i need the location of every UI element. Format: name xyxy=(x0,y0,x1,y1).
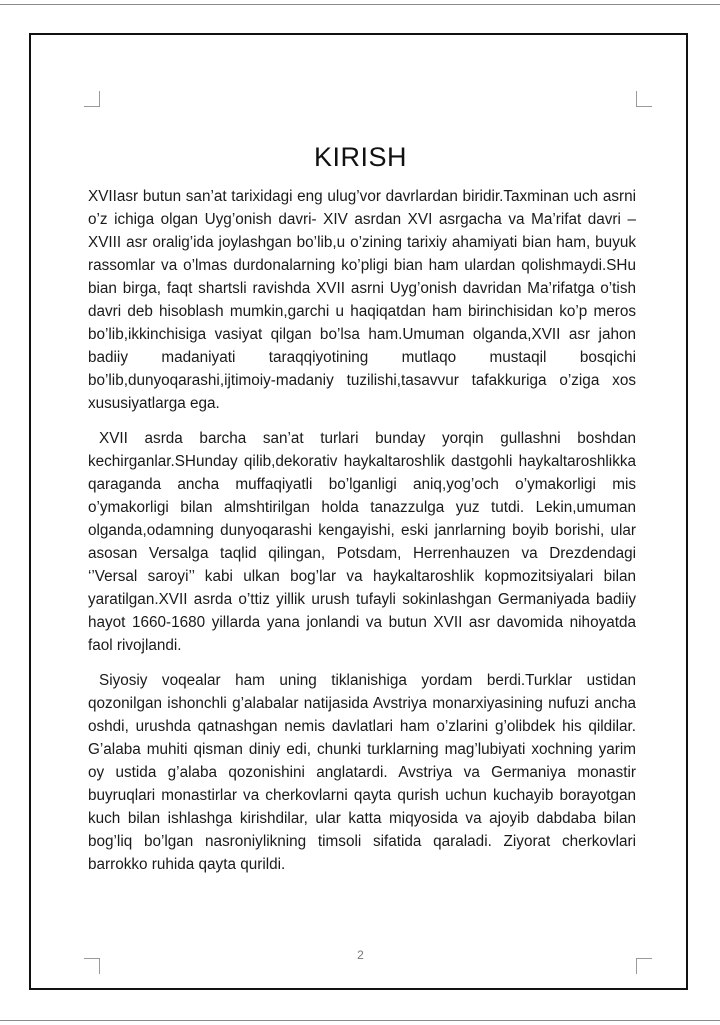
top-divider xyxy=(0,4,720,5)
document-page xyxy=(29,33,688,990)
crop-mark-top-right xyxy=(636,91,652,107)
page-number: 2 xyxy=(357,948,364,962)
paragraph-3: Siyosiy voqealar ham uning tiklanishiga yordam berdi.Turklar ustidan qozonilgan ishonchli g’alabalar natijasida Avstriya monarxiyasining nufuzi ancha oshdi, urushda qatnashgan nemis davlatlari ham o’zlarini g’olibdek his qildilar. G’alaba muhiti qisman diniy edi, chunki turklarning mag’lubiyati xochning yarim oy ustida g’alaba qozonishini anglatardi. Avstriya va Germaniya monastir buyruqlari monastirlar va cherkovlarni qayta qurish uchun kuchayib borayotgan kuch bilan ishlashga kirishdilar, ular katta miqyosida va ajoyib dabdaba bilan bog’liq bo’lgan nasroniylikning timsoli sifatida qaraladi. Ziyorat cherkovlari barrokko ruhida qayta qurildi. xyxy=(88,672,636,873)
paragraph-2: XVII asrda barcha san’at turlari bunday yorqin gullashni boshdan kechirganlar.SHunday qilib,dekorativ haykaltaroshlik dastgohli haykaltaroshlikka qaraganda ancha muffaqiyatli bo’lganligi aniq,yog’och o’ymakorligi mis o’ymakorligi bilan almshtirilgan holda tanazzulga yuz tutdi. Lekin,umuman olganda,odamning dunyoqarashi kengayishi, eski janrlarning boyib borishi, ular asosan Versalga taqlid qilingan, Potsdam, Herrenhauzen va Drezdendagi ‘’Versal saroyi’’ kabi ulkan bog’lar va haykaltaroshlik kopmozitsiyalari bilan yaratilgan.XVII asrda o’ttiz yillik urush tufayli sokinlashgan Germaniyada badiiy hayot 1660-1680 yillarda yana jonlandi va butun XVII asr davomida nihoyatda faol rivojlandi. xyxy=(88,430,636,654)
paragraph-1: XVIIasr butun san’at tarixidagi eng ulug’vor davrlardan biridir.Taxminan uch asrni o’z ichiga olgan Uyg’onish davri- XIV asrdan XVI asrgacha va Ma’rifat davri – XVIII asr oralig’ida joylashgan bo’lib,u o’zining tarixiy ahamiyati bian ham, buyuk rassomlar va o’lmas durdonalarning ko’pligi bian ham ulardan qolishmaydi.SHu bian birga, faqt shartsli ravishda XVII asrni Uyg’onish davridan Ma’rifatga o’tish davri deb hisoblash mumkin,garchi u haqiqatdan ham birinchisidan ko’p meros bo’lib,ikkinchisiga vasiyat qilgan bo’lsa ham.Umuman olganda,XVII asr jahon badiiy madaniyati taraqqiyotining mutlaqo mustaqil bosqichi bo’lib,dunyoqarashi,ijtimoiy-madaniy tuzilishi,tasavvur tafakkuriga o’ziga xos xususiyatlarga ega. xyxy=(88,188,636,412)
body-text xyxy=(88,185,636,888)
page-title: KIRISH xyxy=(313,142,408,172)
bottom-divider xyxy=(0,1020,720,1021)
crop-mark-top-left xyxy=(84,91,100,107)
